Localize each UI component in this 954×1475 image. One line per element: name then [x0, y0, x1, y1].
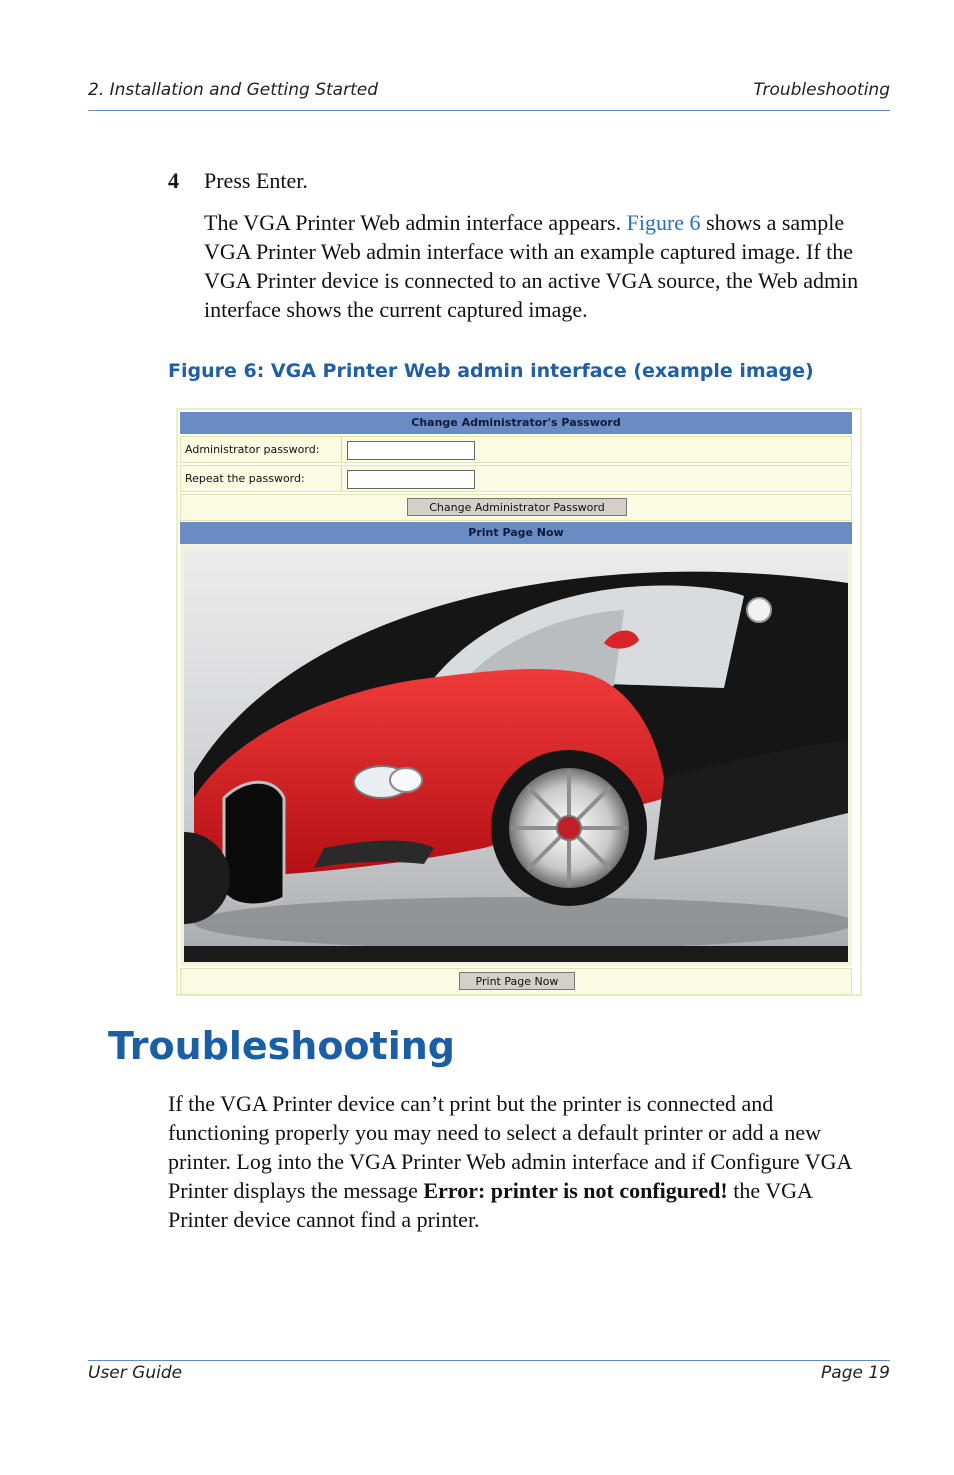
header-chapter: 2. Installation and Getting Started	[88, 80, 379, 100]
print-page-button[interactable]: Print Page Now	[459, 972, 575, 990]
desc-part-1: The VGA Printer Web admin interface appears.	[204, 210, 627, 235]
step-number: 4	[168, 168, 179, 193]
step-description	[204, 208, 864, 324]
captured-image-area	[180, 544, 852, 966]
admin-password-label: Administrator password:	[185, 437, 342, 462]
car-image	[184, 548, 848, 962]
repeat-password-row	[180, 465, 852, 492]
error-message: Error: printer is not configured!	[423, 1178, 728, 1203]
admin-password-input[interactable]	[347, 441, 475, 460]
repeat-password-input[interactable]	[347, 470, 475, 489]
password-section-header: Change Administrator's Password	[180, 412, 852, 434]
change-password-row	[180, 494, 852, 521]
repeat-password-label: Repeat the password:	[185, 466, 342, 491]
para-start: If the VGA Printer device can’t print but the printer is connected and functioning properly you may need to select a default printer or add a new printer. Log into the VGA Printer Web admin interface and if Configure VGA Printer displays the message	[168, 1091, 852, 1203]
page-number: Page 19	[821, 1363, 890, 1383]
para-end: the VGA Printer device cannot find a printer.	[168, 1178, 812, 1232]
header-section: Troubleshooting	[753, 80, 890, 100]
web-admin-screenshot	[176, 408, 862, 996]
admin-password-row	[180, 436, 852, 463]
step-text: Press Enter.	[204, 168, 308, 193]
section-title: Troubleshooting	[108, 1024, 455, 1068]
step-4	[168, 168, 308, 194]
page-footer	[88, 1360, 890, 1383]
troubleshooting-paragraph	[168, 1089, 868, 1234]
figure-6-link[interactable]: Figure 6	[626, 210, 701, 235]
figure-caption: Figure 6: VGA Printer Web admin interface (example image)	[168, 360, 814, 382]
footer-title: User Guide	[88, 1363, 183, 1383]
page-header	[88, 80, 890, 111]
desc-part-2: shows a sample VGA Printer Web admin interface with an example captured image. If the VGA Printer device is connected to an active VGA source, the Web admin interface shows the current captured image.	[204, 210, 859, 322]
print-page-row	[180, 968, 852, 995]
print-section-header: Print Page Now	[180, 522, 852, 544]
change-password-button[interactable]: Change Administrator Password	[407, 498, 627, 516]
